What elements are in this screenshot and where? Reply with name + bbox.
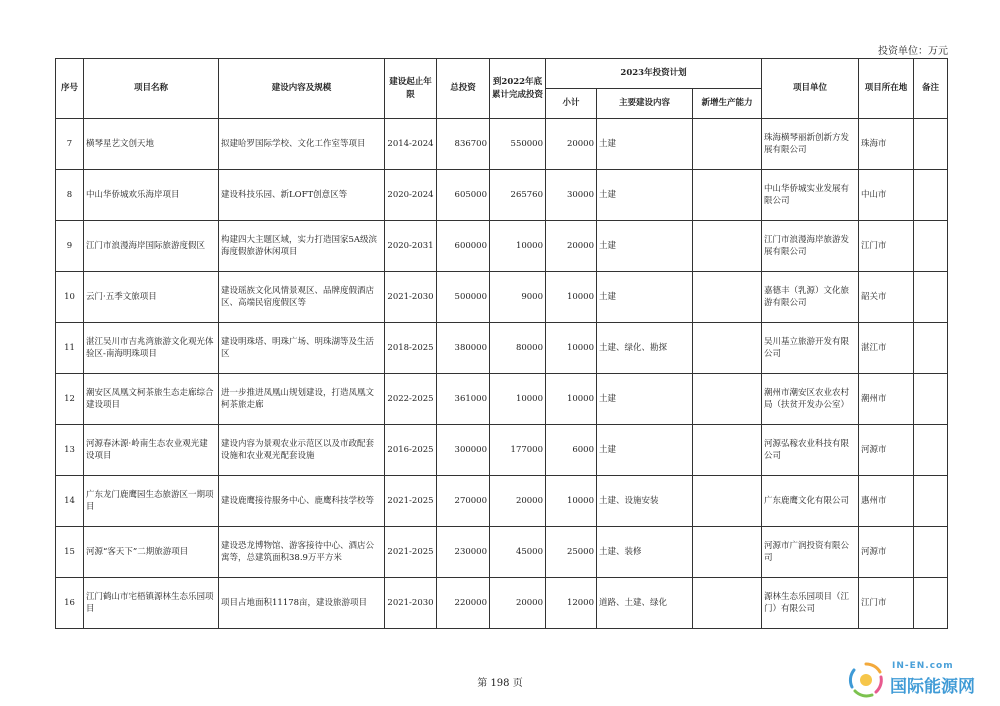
cell-remarks xyxy=(914,221,948,272)
table-row xyxy=(56,170,948,221)
cell-project-unit: 中山华侨城实业发展有限公司 xyxy=(762,170,859,221)
cell-total-investment: 500000 xyxy=(437,272,490,323)
table-row xyxy=(56,272,948,323)
cell-cumulative: 550000 xyxy=(490,119,546,170)
cell-no: 12 xyxy=(56,374,84,425)
cell-project-name: 河源春沐源·岭南生态农业观光建设项目 xyxy=(84,425,219,476)
cell-location: 江门市 xyxy=(859,578,914,629)
cell-period: 2022-2025 xyxy=(385,374,437,425)
cell-period: 2021-2030 xyxy=(385,578,437,629)
page-number: 第 198 页 xyxy=(477,678,523,689)
cell-location: 中山市 xyxy=(859,170,914,221)
cell-remarks xyxy=(914,119,948,170)
cell-location: 江门市 xyxy=(859,221,914,272)
cell-total-investment: 230000 xyxy=(437,527,490,578)
cell-subtotal: 25000 xyxy=(546,527,597,578)
cell-remarks xyxy=(914,476,948,527)
cell-period: 2014-2024 xyxy=(385,119,437,170)
cell-location: 潮州市 xyxy=(859,374,914,425)
table-row xyxy=(56,374,948,425)
cell-cumulative: 177000 xyxy=(490,425,546,476)
cell-no: 10 xyxy=(56,272,84,323)
cell-subtotal: 20000 xyxy=(546,119,597,170)
investment-table xyxy=(55,58,948,629)
cell-remarks xyxy=(914,374,948,425)
cell-period: 2020-2024 xyxy=(385,170,437,221)
cell-total-investment: 605000 xyxy=(437,170,490,221)
cell-project-name: 江门市浪漫海岸国际旅游度假区 xyxy=(84,221,219,272)
cell-content: 拟建哈罗国际学校、文化工作室等项目 xyxy=(219,119,385,170)
header-no: 序号 xyxy=(56,59,84,119)
cell-new-capacity xyxy=(693,221,762,272)
header-subtotal: 小计 xyxy=(546,89,597,119)
cell-period: 2021-2025 xyxy=(385,527,437,578)
cell-project-unit: 源林生态乐园项目（江门）有限公司 xyxy=(762,578,859,629)
cell-cumulative: 10000 xyxy=(490,374,546,425)
cell-main-content: 土建 xyxy=(597,221,693,272)
cell-new-capacity xyxy=(693,272,762,323)
cell-content: 进一步推进凤凰山规划建设，打造凤凰文柯茶旅走廊 xyxy=(219,374,385,425)
cell-content: 建设明珠塔、明珠广场、明珠湖等及生活区 xyxy=(219,323,385,374)
cell-new-capacity xyxy=(693,476,762,527)
cell-project-name: 潮安区凤凰文柯茶旅生态走廊综合建设项目 xyxy=(84,374,219,425)
cell-new-capacity xyxy=(693,119,762,170)
cell-content: 建设科技乐园、新LOFT创意区等 xyxy=(219,170,385,221)
cell-main-content: 土建、设施安装 xyxy=(597,476,693,527)
cell-remarks xyxy=(914,527,948,578)
cell-remarks xyxy=(914,272,948,323)
watermark-cn: 国际能源网 xyxy=(890,677,975,697)
cell-location: 韶关市 xyxy=(859,272,914,323)
cell-new-capacity xyxy=(693,170,762,221)
cell-no: 14 xyxy=(56,476,84,527)
cell-main-content: 土建 xyxy=(597,425,693,476)
cell-total-investment: 380000 xyxy=(437,323,490,374)
cell-no: 13 xyxy=(56,425,84,476)
cell-main-content: 道路、土建、绿化 xyxy=(597,578,693,629)
cell-content: 构建四大主题区域，实力打造国家5A级滨海度假旅游休闲项目 xyxy=(219,221,385,272)
cell-project-name: 江门鹤山市宅梧镇源林生态乐园项目 xyxy=(84,578,219,629)
cell-total-investment: 836700 xyxy=(437,119,490,170)
cell-subtotal: 12000 xyxy=(546,578,597,629)
cell-total-investment: 220000 xyxy=(437,578,490,629)
cell-content: 建设恐龙博物馆、游客接待中心、酒店公寓等，总建筑面积38.9万平方米 xyxy=(219,527,385,578)
cell-cumulative: 20000 xyxy=(490,578,546,629)
table-row xyxy=(56,221,948,272)
cell-remarks xyxy=(914,323,948,374)
cell-period: 2016-2025 xyxy=(385,425,437,476)
table-row xyxy=(56,119,948,170)
cell-no: 8 xyxy=(56,170,84,221)
cell-content: 建设鹿鹰接待服务中心、鹿鹰科技学校等 xyxy=(219,476,385,527)
cell-subtotal: 10000 xyxy=(546,476,597,527)
cell-main-content: 土建、装修 xyxy=(597,527,693,578)
table-row xyxy=(56,476,948,527)
table-row xyxy=(56,323,948,374)
cell-location: 河源市 xyxy=(859,527,914,578)
cell-no: 9 xyxy=(56,221,84,272)
header-new-capacity: 新增生产能力 xyxy=(693,89,762,119)
cell-cumulative: 9000 xyxy=(490,272,546,323)
cell-total-investment: 270000 xyxy=(437,476,490,527)
cell-project-unit: 嘉德丰（乳源）文化旅游有限公司 xyxy=(762,272,859,323)
header-cumulative: 到2022年底累计完成投资 xyxy=(490,59,546,119)
cell-location: 湛江市 xyxy=(859,323,914,374)
header-total-investment: 总投资 xyxy=(437,59,490,119)
cell-project-unit: 广东鹿鹰文化有限公司 xyxy=(762,476,859,527)
cell-project-name: 广东龙门鹿鹰园生态旅游区一期项目 xyxy=(84,476,219,527)
cell-project-unit: 吴川基立旅游开发有限公司 xyxy=(762,323,859,374)
cell-subtotal: 30000 xyxy=(546,170,597,221)
sun-icon xyxy=(846,660,886,700)
cell-no: 15 xyxy=(56,527,84,578)
cell-total-investment: 300000 xyxy=(437,425,490,476)
cell-main-content: 土建 xyxy=(597,374,693,425)
cell-period: 2018-2025 xyxy=(385,323,437,374)
cell-period: 2021-2025 xyxy=(385,476,437,527)
header-project-name: 项目名称 xyxy=(84,59,219,119)
cell-no: 11 xyxy=(56,323,84,374)
cell-location: 河源市 xyxy=(859,425,914,476)
cell-main-content: 土建 xyxy=(597,119,693,170)
header-location: 项目所在地 xyxy=(859,59,914,119)
cell-period: 2021-2030 xyxy=(385,272,437,323)
cell-new-capacity xyxy=(693,374,762,425)
cell-project-unit: 河源弘稼农业科技有限公司 xyxy=(762,425,859,476)
header-main-content: 主要建设内容 xyxy=(597,89,693,119)
cell-subtotal: 10000 xyxy=(546,374,597,425)
header-remarks: 备注 xyxy=(914,59,948,119)
cell-content: 建设瑶族文化风情景观区、品牌度假酒店区、高端民宿度假区等 xyxy=(219,272,385,323)
investment-unit-label: 投资单位：万元 xyxy=(878,46,948,57)
cell-subtotal: 10000 xyxy=(546,323,597,374)
cell-content: 项目占地面积11178亩，建设旅游项目 xyxy=(219,578,385,629)
cell-new-capacity xyxy=(693,323,762,374)
cell-cumulative: 265760 xyxy=(490,170,546,221)
cell-no: 16 xyxy=(56,578,84,629)
cell-location: 惠州市 xyxy=(859,476,914,527)
cell-content: 建设内容为景观农业示范区以及市政配套设施和农业观光配套设施 xyxy=(219,425,385,476)
cell-no: 7 xyxy=(56,119,84,170)
cell-main-content: 土建 xyxy=(597,272,693,323)
cell-project-name: 云门·五季文旅项目 xyxy=(84,272,219,323)
cell-subtotal: 10000 xyxy=(546,272,597,323)
cell-total-investment: 600000 xyxy=(437,221,490,272)
header-content: 建设内容及规模 xyxy=(219,59,385,119)
cell-subtotal: 20000 xyxy=(546,221,597,272)
cell-project-name: 中山华侨城欢乐海岸项目 xyxy=(84,170,219,221)
cell-remarks xyxy=(914,425,948,476)
cell-location: 珠海市 xyxy=(859,119,914,170)
cell-remarks xyxy=(914,170,948,221)
cell-project-unit: 江门市浪漫海岸旅游发展有限公司 xyxy=(762,221,859,272)
table-row xyxy=(56,425,948,476)
cell-project-unit: 河源市广润投资有限公司 xyxy=(762,527,859,578)
cell-cumulative: 45000 xyxy=(490,527,546,578)
cell-new-capacity xyxy=(693,527,762,578)
watermark-en: IN-EN.com xyxy=(892,661,954,671)
watermark-logo xyxy=(846,658,996,702)
header-period: 建设起止年限 xyxy=(385,59,437,119)
header-project-unit: 项目单位 xyxy=(762,59,859,119)
cell-project-unit: 珠海横琴丽新创新方发展有限公司 xyxy=(762,119,859,170)
cell-main-content: 土建 xyxy=(597,170,693,221)
cell-project-unit: 潮州市潮安区农业农村局（扶贫开发办公室） xyxy=(762,374,859,425)
cell-cumulative: 20000 xyxy=(490,476,546,527)
cell-period: 2020-2031 xyxy=(385,221,437,272)
cell-subtotal: 6000 xyxy=(546,425,597,476)
cell-cumulative: 80000 xyxy=(490,323,546,374)
table-row xyxy=(56,527,948,578)
cell-project-name: 河源“客天下”二期旅游项目 xyxy=(84,527,219,578)
cell-new-capacity xyxy=(693,425,762,476)
cell-remarks xyxy=(914,578,948,629)
cell-new-capacity xyxy=(693,578,762,629)
header-plan-2023: 2023年投资计划 xyxy=(546,59,762,89)
cell-project-name: 横琴星艺文创天地 xyxy=(84,119,219,170)
table-row xyxy=(56,578,948,629)
cell-main-content: 土建、绿化、勘探 xyxy=(597,323,693,374)
cell-total-investment: 361000 xyxy=(437,374,490,425)
cell-project-name: 湛江吴川市吉兆湾旅游文化观光体验区-南海明珠项目 xyxy=(84,323,219,374)
cell-cumulative: 10000 xyxy=(490,221,546,272)
